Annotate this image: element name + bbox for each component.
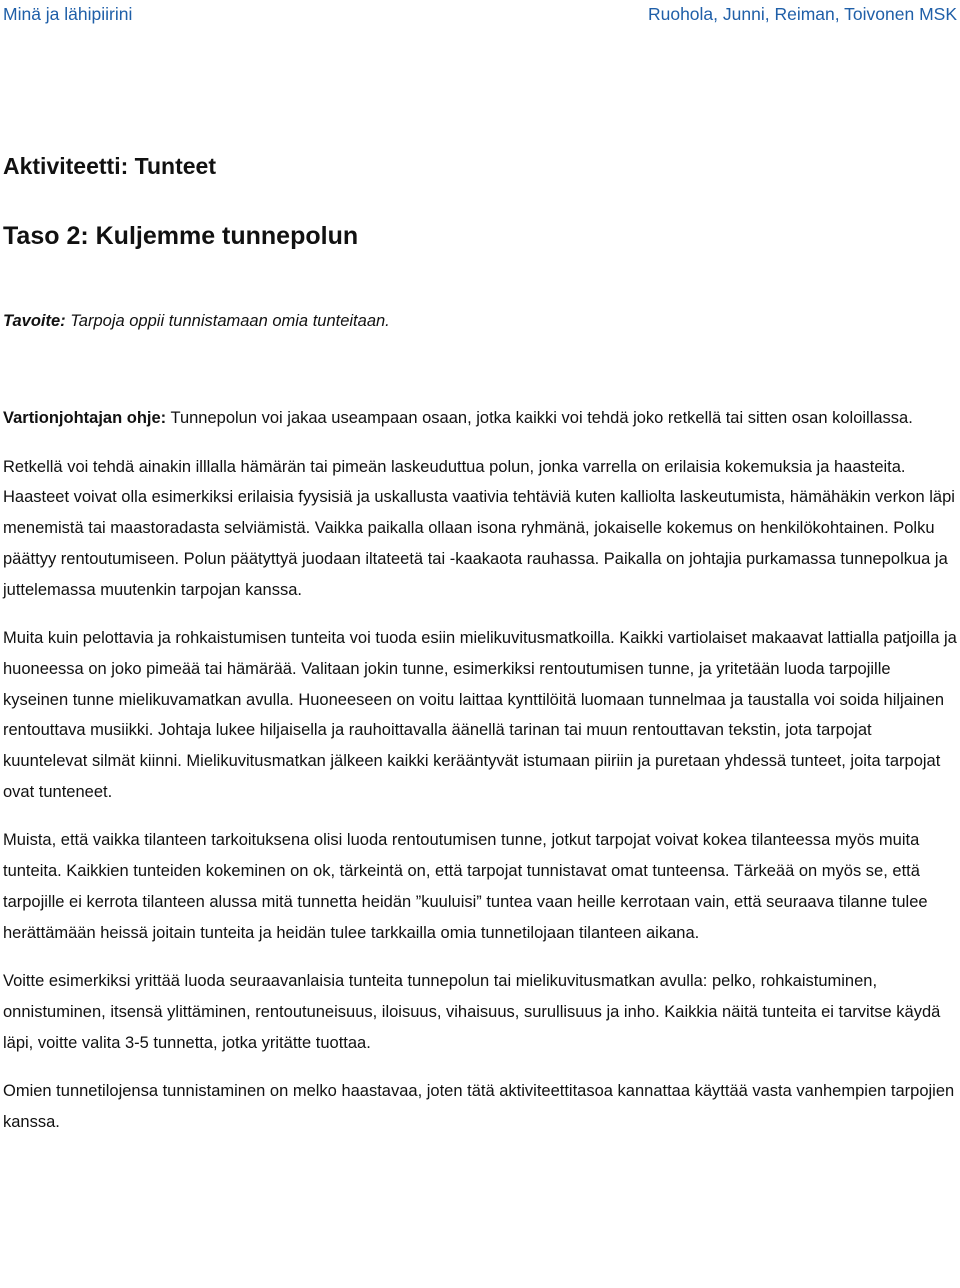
leader-instructions bbox=[3, 403, 958, 434]
goal-label: Tavoite: bbox=[3, 312, 66, 330]
paragraph-reminder: Muista, että vaikka tilanteen tarkoituksena olisi luoda rentoutumisen tunne, jotkut tarpojat voivat kokea tilanteessa myös muita tunteita. Kaikkien tunteiden kokeminen on ok, tärkeintä on, että tarpojat tunnistavat omat tunteensa. Tärkeää on myös se, että tarpojille ei kerrota tilanteen alussa mitä tunnetta heidän ”kuuluisi” tuntea vaan heille kerrotaan vain, että seuraava tilanne tulee herättämään heissä joitain tunteita ja heidän tulee tarkkailla omia tunnetilojaan tilanteen aikana. bbox=[3, 831, 928, 942]
paragraph-imagination-journey: Muita kuin pelottavia ja rohkaistumisen tunteita voi tuoda esiin mielikuvitusmatkoilla. Kaikki vartiolaiset makaavat lattialla patjoilla ja huoneessa on joko pimeää tai hämärää. Valitaan jokin tunne, esimerkiksi rentoutumisen tunne, ja yritetään luoda tarpojille kyseinen tunne mielikuvamatkan avulla. Huoneeseen on voitu laittaa kynttilöitä luomaan tunnelmaa ja taustalla voi soida hiljainen rentouttava musiikki. Johtaja lukee hiljaisella ja rauhoittavalla äänellä tarinan tai muun rentouttavan tekstin, jota tarpojat kuuntelevat silmät kiinni. Mielikuvitusmatkan jälkeen kaikki kerääntyvät istumaan piiriin ja puretaan yhdessä tunteet, joita tarpojat ovat tunteneet. bbox=[3, 629, 957, 801]
instructions-text: Tunnepolun voi jakaa useampaan osaan, jotka kaikki voi tehdä joko retkellä tai sitten osan koloillassa. bbox=[166, 409, 913, 427]
header-right-authors: Ruohola, Junni, Reiman, Toivonen MSK bbox=[647, 3, 957, 24]
goal-statement bbox=[3, 306, 958, 336]
goal-text: Tarpoja oppii tunnistamaan omia tunteitaan. bbox=[65, 312, 390, 330]
instructions-label: Vartionjohtajan ohje: bbox=[3, 409, 167, 427]
activity-title: Aktiviteetti: Tunteet bbox=[3, 153, 216, 179]
level-title: Taso 2: Kuljemme tunnepolun bbox=[3, 222, 359, 250]
header-left-title: Minä ja lähipiirini bbox=[3, 3, 133, 24]
paragraph-emotion-examples: Voitte esimerkiksi yrittää luoda seuraavanlaisia tunteita tunnepolun tai mielikuvitusmatkan avulla: pelko, rohkaistuminen, onnistuminen, itsensä ylittäminen, rentoutuneisuus, iloisuus, vihaisuus, surullisuus ja inho. Kaikkia näitä tunteita ei tarvitse käydä läpi, voitte valita 3-5 tunnetta, jotka yritätte tuottaa. bbox=[3, 972, 941, 1052]
page-header bbox=[3, 0, 957, 28]
document-body bbox=[3, 144, 958, 1156]
paragraph-age-note: Omien tunnetilojensa tunnistaminen on melko haastavaa, joten tätä aktiviteettitasoa kannattaa käyttää vasta vanhempien tarpojien kanssa. bbox=[3, 1082, 955, 1132]
paragraph-trail: Retkellä voi tehdä ainakin illlalla hämärän tai pimeän laskeuduttua polun, jonka varrella on erilaisia kokemuksia ja haasteita. Haasteet voivat olla esimerkiksi erilaisia fyysisiä ja uskallusta vaativia tehtäviä kuten kalliolta laskeutumista, hämähäkin verkon läpi menemistä tai maastoradasta selviämistä. Vaikka paikalla ollaan isona ryhmänä, jokaiselle kokemus on henkilökohtainen. Polku päättyy rentoutumiseen. Polun päätyttyä juodaan iltateetä tai -kaakaota rauhassa. Paikalla on johtajia purkamassa tunnepolkua ja juttelemassa muutenkin tarpojan kanssa. bbox=[3, 457, 955, 599]
